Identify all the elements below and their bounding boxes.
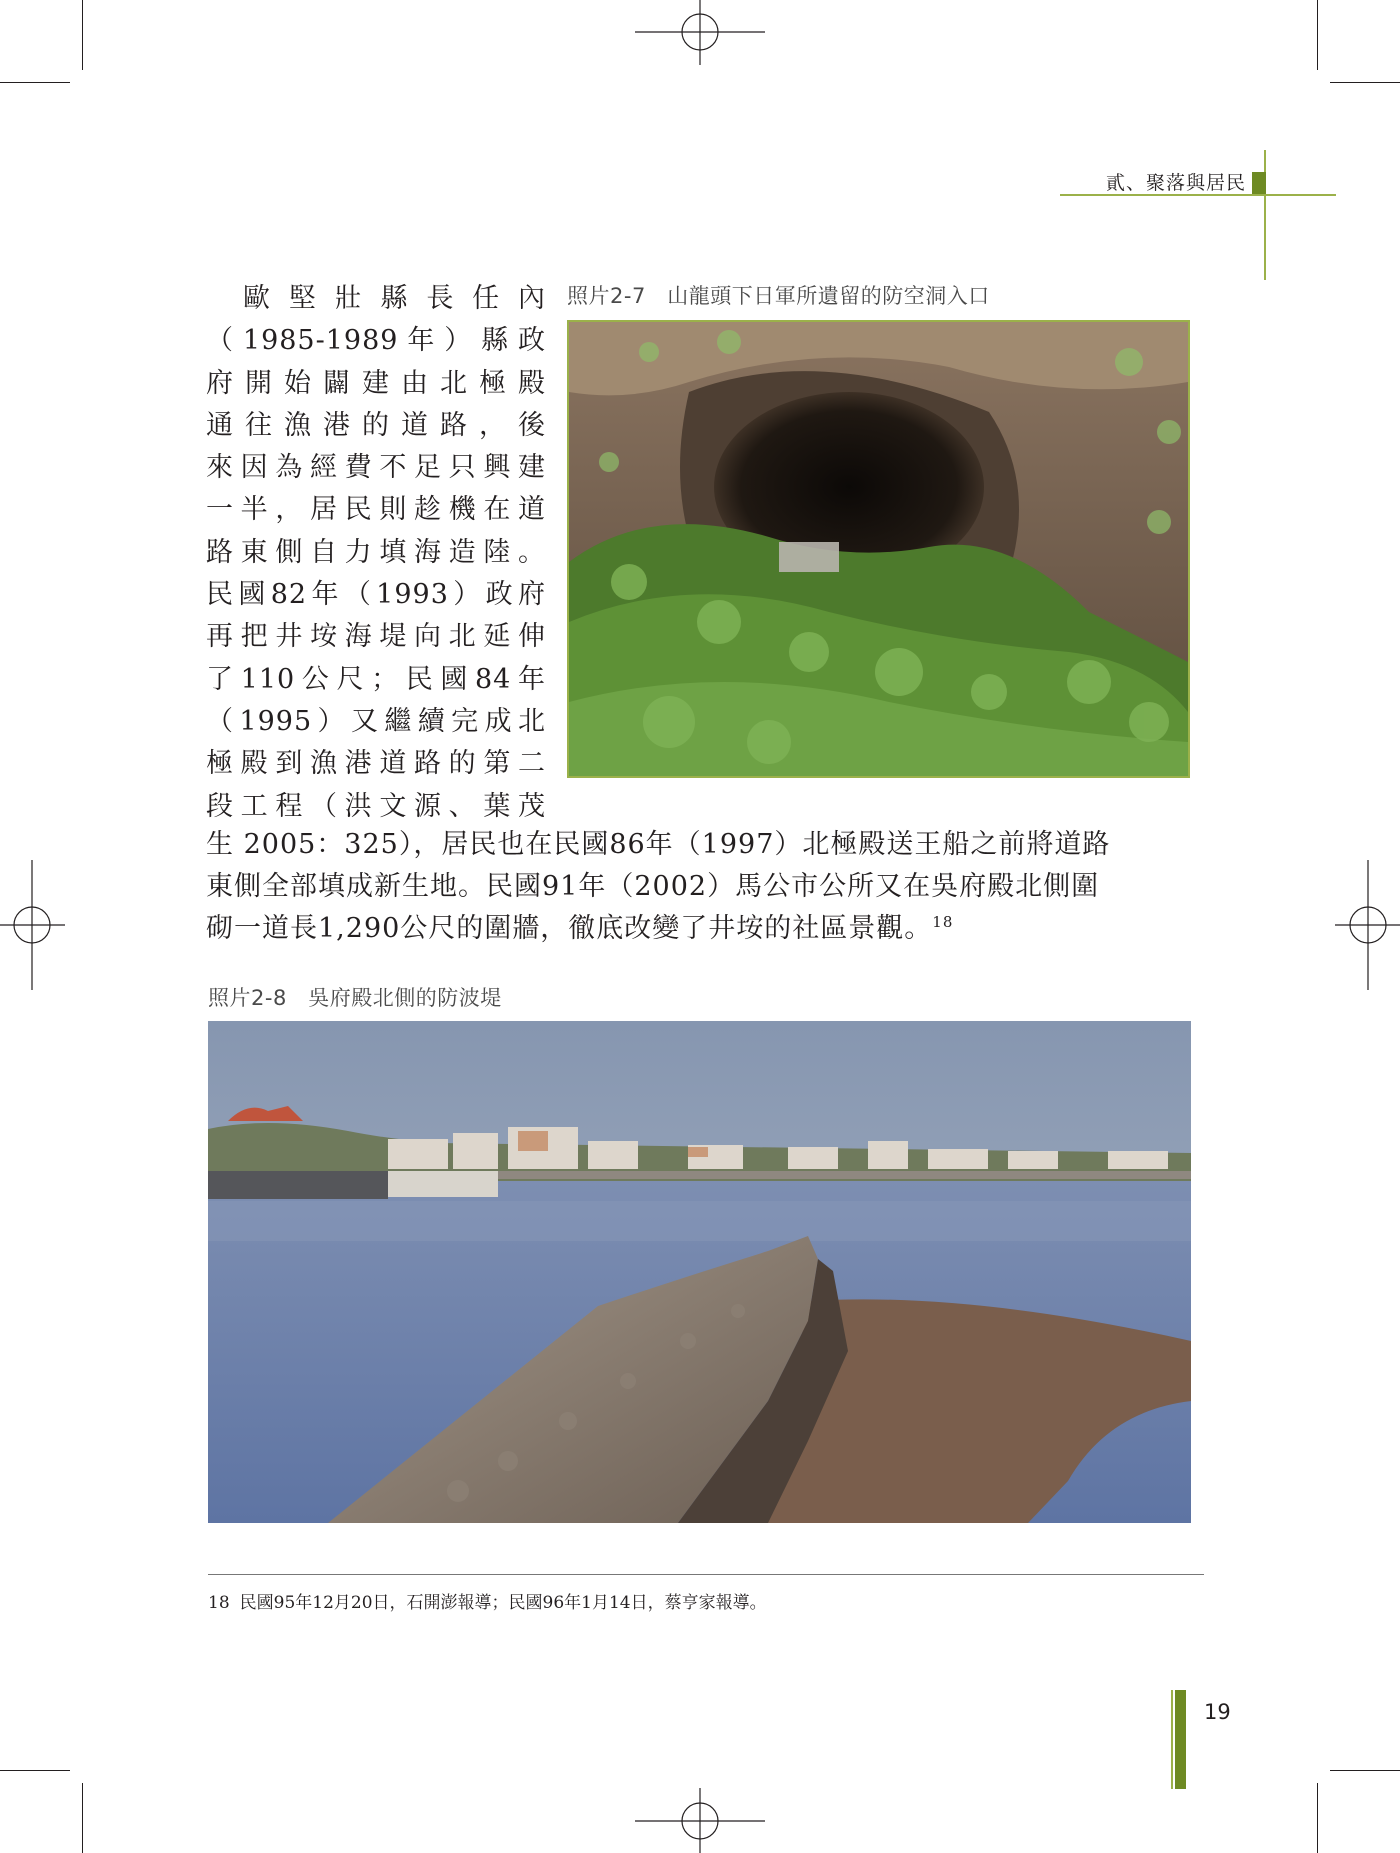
photo-caption-2-8: 照片2-8 吳府殿北側的防波堤 xyxy=(208,986,502,1010)
text-line: 來因為經費不足只興建 xyxy=(206,452,546,484)
header-accent-vertical-rule xyxy=(1264,150,1266,280)
body-text-narrow xyxy=(206,278,546,828)
text-line: 砌一道長1,290公尺的圍牆，徹底改變了井垵的社區景觀。 xyxy=(206,913,933,944)
text-line: 了110公尺；民國84年 xyxy=(206,663,546,695)
footnote-reference[interactable]: 18 xyxy=(932,913,954,931)
text-line: 極殿到漁港道路的第二 xyxy=(206,748,546,780)
text-line: 通往漁港的道路，後 xyxy=(206,409,546,441)
section-title: 貳、聚落與居民 xyxy=(1105,172,1246,194)
text-line: 民國82年（1993）政府 xyxy=(206,579,546,611)
text-line: 東側全部填成新生地。民國91年（2002）馬公市公所又在吳府殿北側圍 xyxy=(206,871,1100,902)
text-line: 路東側自力填海造陸。 xyxy=(206,536,546,568)
footnote-number: 18 xyxy=(208,1593,230,1613)
footnote-divider xyxy=(208,1574,1204,1575)
text-line: 生 2005：325），居民也在民國86年（1997）北極殿送王船之前將道路 xyxy=(206,829,1111,860)
registration-mark-left xyxy=(0,860,70,990)
page-number-accent-thin xyxy=(1171,1690,1173,1789)
photo-air-raid-shelter-entrance xyxy=(567,320,1190,778)
photo-caption-2-7: 照片2-7 山龍頭下日軍所遺留的防空洞入口 xyxy=(567,284,990,308)
page-number-accent-bar xyxy=(1175,1690,1186,1789)
page-number: 19 xyxy=(1204,1700,1231,1724)
header-accent-block xyxy=(1252,172,1266,194)
text-line: 一半，居民則趁機在道 xyxy=(206,494,546,526)
registration-mark-right xyxy=(1330,860,1400,990)
body-text-wide xyxy=(206,824,1192,950)
text-line: （1995）又繼續完成北 xyxy=(206,705,546,737)
registration-mark-bottom xyxy=(635,1783,765,1853)
text-line: （1985-1989年）縣政 xyxy=(206,325,546,357)
text-line-with-footnote xyxy=(206,908,1192,950)
registration-mark-top xyxy=(635,0,765,70)
photo-breakwater-north-of-wufu-temple xyxy=(208,1021,1191,1523)
text-line: 府開始闢建由北極殿 xyxy=(206,367,546,399)
text-line: 歐堅壯縣長任內 xyxy=(243,283,546,314)
text-line: 再把井垵海堤向北延伸 xyxy=(206,621,546,653)
footnote xyxy=(208,1588,767,1613)
text-line: 段工程（洪文源、葉茂 xyxy=(206,790,546,822)
footnote-text: 民國95年12月20日，石開澎報導；民國96年1月14日，蔡亨家報導。 xyxy=(239,1593,767,1613)
